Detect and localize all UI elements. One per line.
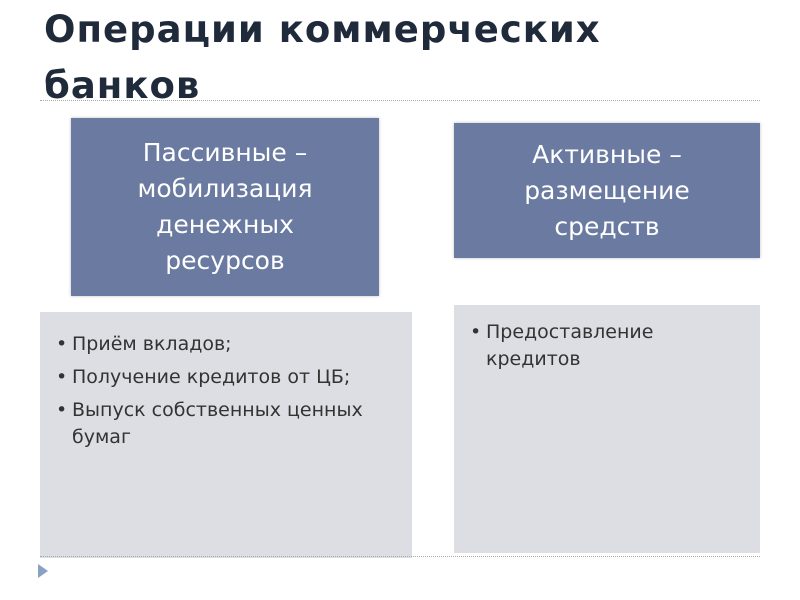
list-item	[56, 331, 400, 358]
list-item	[56, 397, 400, 451]
bullet-icon: •	[56, 333, 68, 355]
active-operations-panel	[454, 305, 760, 553]
slide-title	[44, 2, 601, 114]
bullet-icon: •	[470, 321, 482, 343]
list-item-text: Получение кредитов от ЦБ;	[72, 366, 351, 388]
list-item-text: Выпуск собственных ценных бумаг	[72, 399, 363, 448]
bullet-icon: •	[56, 399, 68, 421]
list-item	[470, 319, 748, 373]
passive-operations-header	[71, 118, 379, 296]
passive-operations-list	[56, 331, 400, 451]
header-line: Активные –	[532, 139, 682, 169]
list-item-text: Предоставление кредитов	[486, 321, 654, 370]
header-line: мобилизация	[137, 174, 313, 203]
slide-title-line-1: Операции коммерческих	[44, 8, 601, 51]
header-line: размещение	[524, 175, 690, 205]
active-operations-list	[470, 319, 748, 373]
list-item	[56, 364, 400, 391]
bullet-icon: •	[56, 366, 68, 388]
passive-operations-panel	[40, 312, 412, 558]
footer-divider	[40, 556, 760, 557]
slide-title-line-2: банков	[44, 64, 201, 107]
header-line: денежных	[156, 210, 294, 239]
active-operations-header	[454, 123, 760, 258]
header-line: Пассивные –	[142, 138, 308, 167]
header-line: ресурсов	[165, 246, 285, 275]
title-divider	[40, 100, 760, 101]
passive-operations-header-text	[138, 135, 313, 279]
triangle-marker-icon	[38, 564, 48, 578]
list-item-text: Приём вкладов;	[72, 333, 232, 355]
active-operations-header-text	[524, 137, 690, 245]
header-line: средств	[554, 211, 660, 241]
